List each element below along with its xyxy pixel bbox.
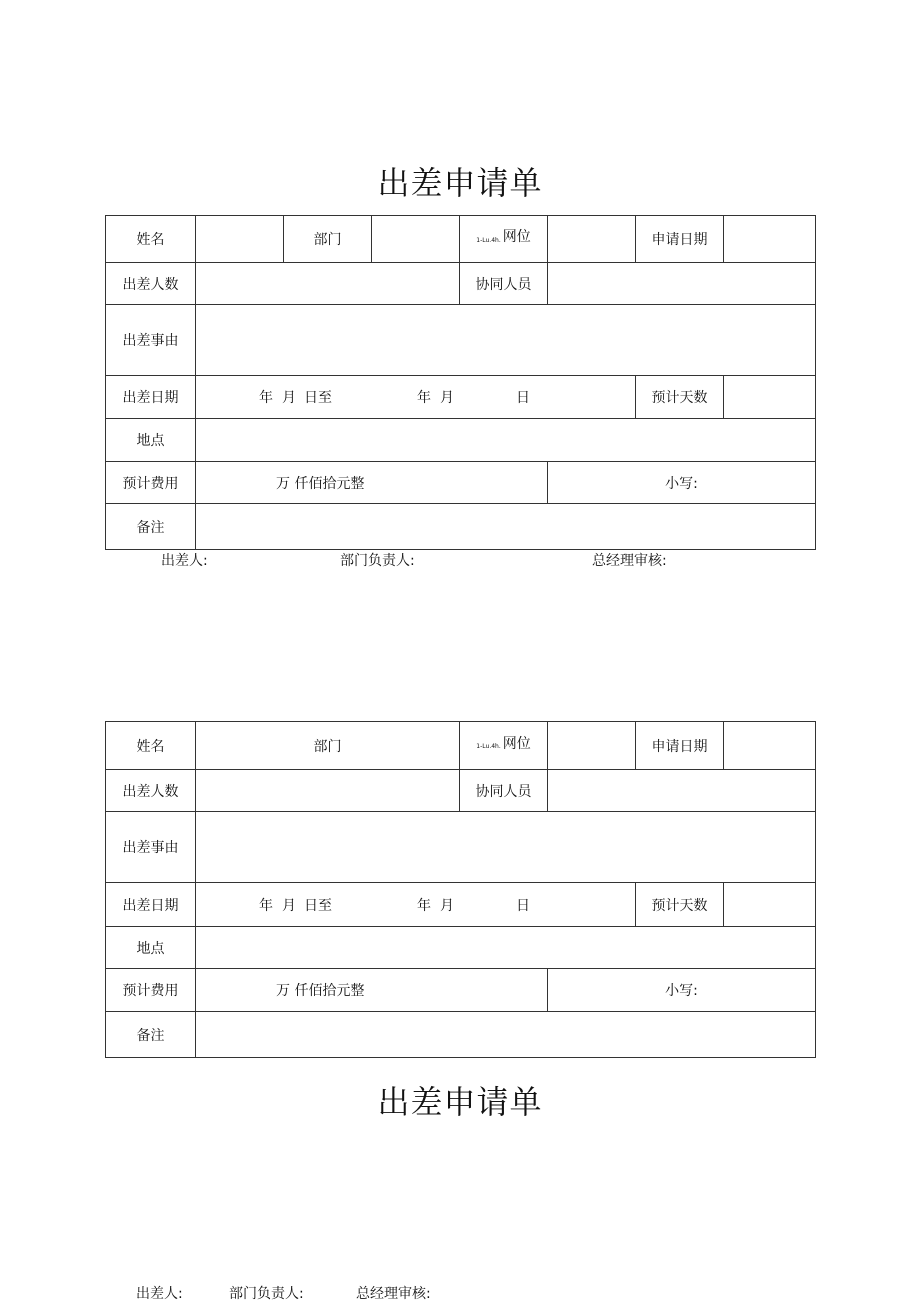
- form2-month2: 月: [440, 897, 454, 914]
- form2-sig-traveler: 出差人:: [136, 1286, 183, 1302]
- form1-apply-date-field[interactable]: [724, 216, 816, 263]
- form1-reason-field[interactable]: [196, 305, 816, 376]
- form1-place-field[interactable]: [196, 419, 816, 462]
- form1-est-days-label: 预计天数: [636, 376, 724, 419]
- form1-month1: 月: [282, 390, 296, 406]
- form2-table: [105, 721, 816, 1058]
- form2-apply-date-field[interactable]: [724, 722, 816, 770]
- form1-year1: 年: [259, 390, 273, 406]
- form2-est-cost-label: 预计费用: [106, 969, 196, 1012]
- form2-lowercase-label: 小写:: [665, 983, 698, 999]
- form1-est-days-field[interactable]: [724, 376, 816, 419]
- form2-trip-date-field[interactable]: [196, 883, 636, 927]
- form2-est-days-label: 预计天数: [636, 883, 724, 927]
- form1-sig-dept-head: 部门负责人:: [340, 553, 415, 569]
- form2-trip-date-label: 出差日期: [106, 883, 196, 927]
- form2-post-label: [460, 722, 548, 770]
- form2-day2: 日: [516, 897, 530, 914]
- form1-day-to: 日至: [304, 390, 332, 406]
- form2-title: 出差申请单: [377, 1083, 543, 1121]
- form1-post-prefix: 1-Lu.4h.: [476, 236, 501, 244]
- form1-companions-label: 协同人员: [460, 263, 548, 305]
- form1-remark-label: 备注: [106, 504, 196, 550]
- form2-cost-words-field[interactable]: [196, 969, 548, 1012]
- form1-cost-words-field[interactable]: [196, 462, 548, 504]
- form2-place-field[interactable]: [196, 927, 816, 969]
- form2-reason-field[interactable]: [196, 812, 816, 883]
- form1-sig-gm-review: 总经理审核:: [592, 553, 667, 569]
- form1-post-label: [460, 216, 548, 263]
- form2-day-to: 日至: [304, 897, 332, 914]
- form1-trip-date-field[interactable]: [196, 376, 636, 419]
- form2-companions-label: 协同人员: [460, 770, 548, 812]
- form2-month1: 月: [282, 897, 296, 914]
- form1-apply-date-label: 申请日期: [636, 216, 724, 263]
- form2-post-prefix: 1-Lu.4h.: [476, 743, 501, 750]
- form1-sig-traveler: 出差人:: [161, 553, 208, 569]
- form2-travelers-label: 出差人数: [106, 770, 196, 812]
- form2-remark-label: 备注: [106, 1012, 196, 1058]
- form1-month2: 月: [440, 390, 454, 406]
- form2-travelers-field[interactable]: [196, 770, 460, 812]
- form1-est-cost-label: 预计费用: [106, 462, 196, 504]
- form1-trip-date-label: 出差日期: [106, 376, 196, 419]
- form1-lowercase-field[interactable]: [548, 462, 816, 504]
- form2-dept-label: 部门: [313, 738, 342, 755]
- form1-day2: 日: [516, 390, 530, 406]
- form1-post-field[interactable]: [548, 216, 636, 263]
- form1-travelers-field[interactable]: [196, 263, 460, 305]
- form1-travelers-label: 出差人数: [106, 263, 196, 305]
- form1-remark-field[interactable]: [196, 504, 816, 550]
- form2-post-text: 网位: [502, 735, 531, 752]
- form2-lowercase-field[interactable]: [548, 969, 816, 1012]
- form2-post-field[interactable]: [548, 722, 636, 770]
- form2-name-label: 姓名: [106, 722, 196, 770]
- form1-companions-field[interactable]: [548, 263, 816, 305]
- form2-est-days-field[interactable]: [724, 883, 816, 927]
- form1-lowercase-label: 小写:: [665, 475, 698, 492]
- form1-cost-words: 万 仟佰拾元整: [276, 475, 365, 492]
- form2-apply-date-label: 申请日期: [636, 722, 724, 770]
- form2-remark-field[interactable]: [196, 1012, 816, 1058]
- form1-place-label: 地点: [106, 419, 196, 462]
- form1-table: [105, 215, 816, 550]
- form2-place-label: 地点: [106, 927, 196, 969]
- form2-year1: 年: [259, 897, 273, 914]
- form1-name-field[interactable]: [196, 216, 284, 263]
- form2-dept-cell[interactable]: [196, 722, 460, 770]
- form1-reason-label: 出差事由: [106, 305, 196, 376]
- form2-companions-field[interactable]: [548, 770, 816, 812]
- form1-title: 出差申请单: [377, 164, 543, 202]
- form1-year2: 年: [417, 390, 431, 406]
- form1-dept-label: 部门: [284, 216, 372, 263]
- form2-reason-label: 出差事由: [106, 812, 196, 883]
- form2-sig-gm-review: 总经理审核:: [356, 1286, 431, 1302]
- form2-cost-words: 万 仟佰拾元整: [276, 983, 365, 999]
- form2-sig-dept-head: 部门负责人:: [229, 1286, 304, 1302]
- form1-name-label: 姓名: [106, 216, 196, 263]
- form2-year2: 年: [417, 897, 431, 914]
- form1-post-text: 网位: [502, 229, 531, 245]
- form1-dept-field[interactable]: [372, 216, 460, 263]
